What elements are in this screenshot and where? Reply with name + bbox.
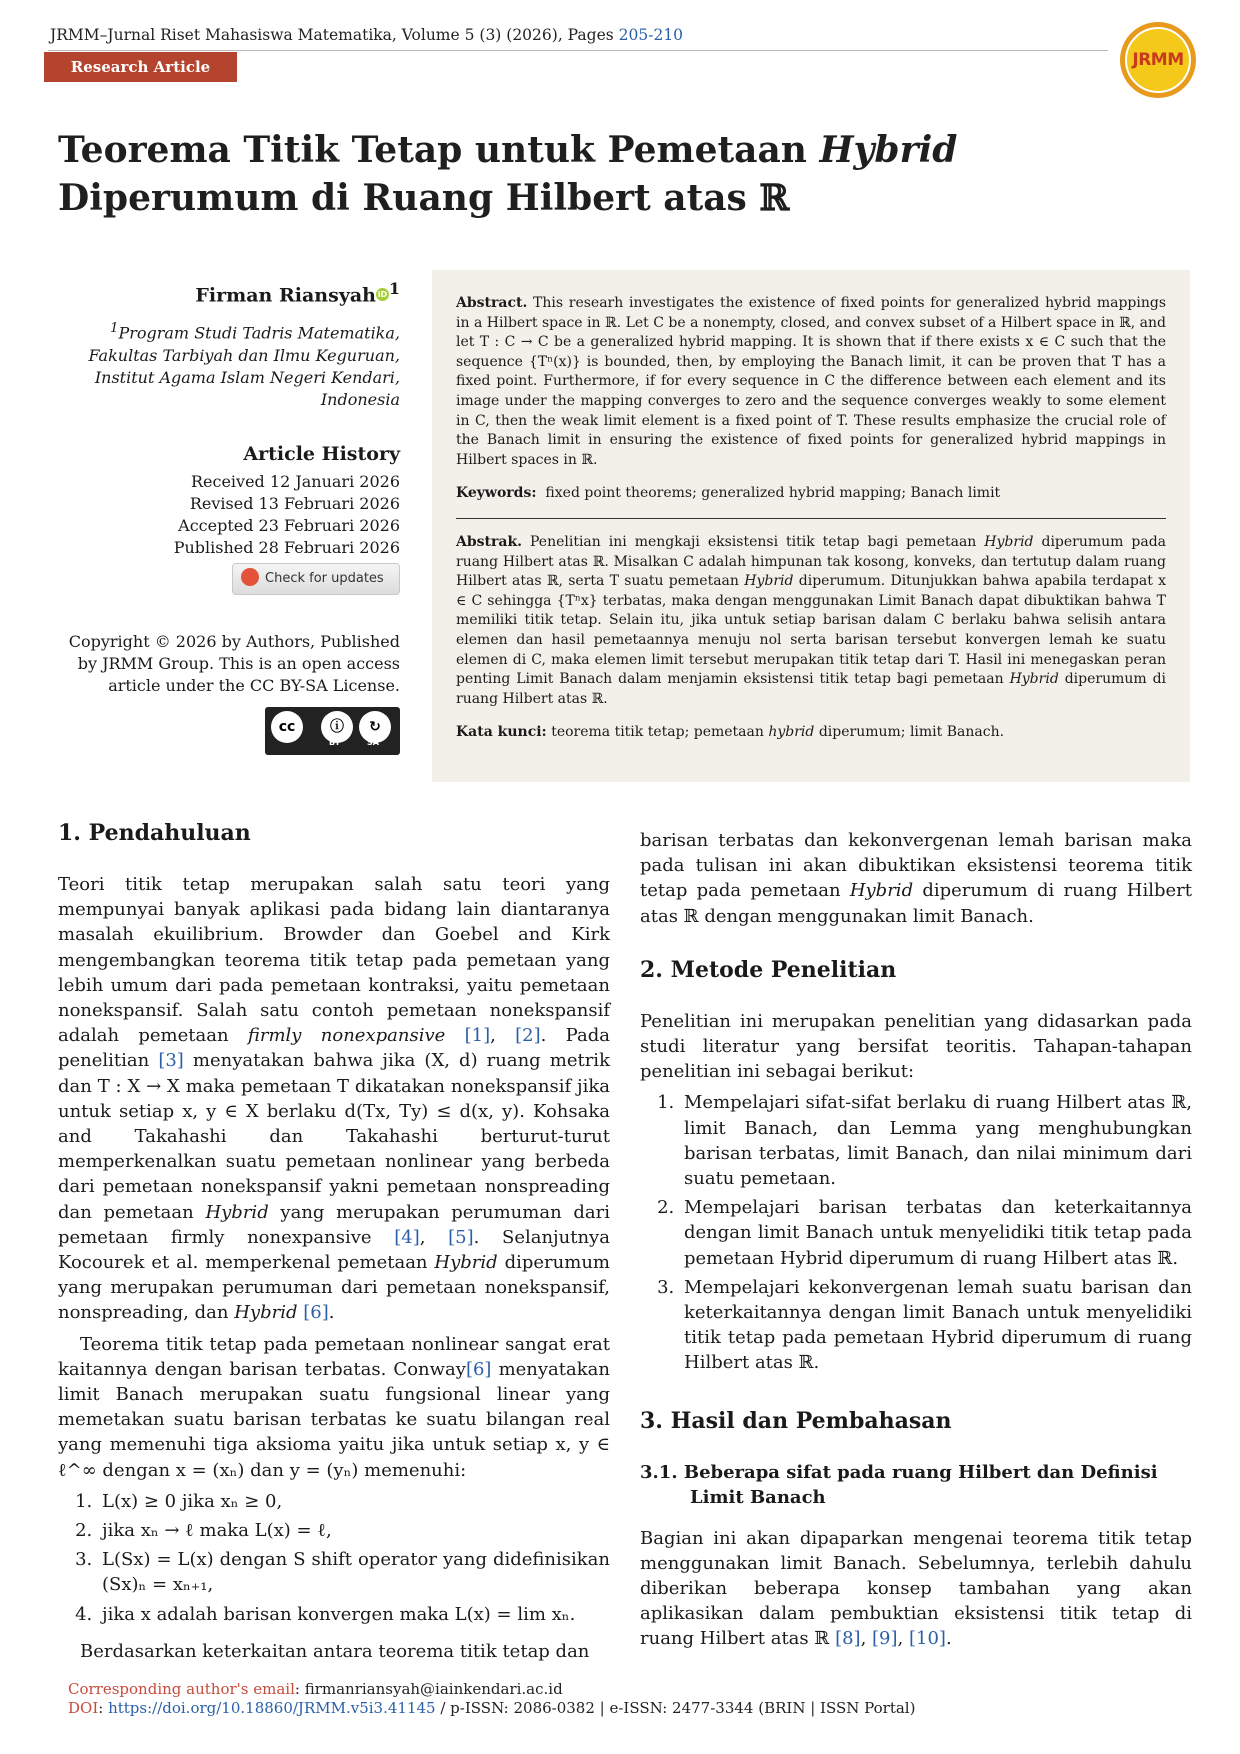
history-published: Published 28 Februari 2026 <box>173 537 400 557</box>
affil-sup: 1 <box>109 321 119 337</box>
sa-label: SA <box>367 737 379 747</box>
section-1-title: 1. Pendahuluan <box>58 820 251 846</box>
history-title: Article History <box>243 442 400 465</box>
abstract-divider <box>456 518 1166 519</box>
body-column-right <box>640 828 1192 1652</box>
copyright-text: Copyright © 2026 by Authors, Published by JRMM Group. This is an open access article under the CC BY-SA License. <box>68 631 400 695</box>
sa-icon: ↻ <box>359 711 391 743</box>
title-part2: Diperumum di Ruang Hilbert atas ℝ <box>58 177 790 219</box>
method-step: 3. Mempelajari kekonvergenan lemah suatu barisan dan keterkaitannya dengan limit Banach untuk menyelidiki titik tetap pada pemetaan Hybrid diperumum di ruang Hilbert atas ℝ. <box>680 1275 1192 1376</box>
p1-b: . Pada penelitian <box>58 1025 610 1072</box>
abstract-content <box>456 294 1166 743</box>
cc-by-sa-license-badge[interactable] <box>265 707 400 755</box>
affiliation <box>58 318 400 410</box>
intro-paragraph-2 <box>58 1332 610 1483</box>
article-type-badge: Research Article <box>44 52 237 82</box>
abstrak-hybrid-1: Hybrid <box>984 533 1034 550</box>
citation-4[interactable]: [4] <box>394 1226 420 1248</box>
logo-inner-circle <box>1125 27 1191 93</box>
abstract-box <box>432 270 1190 782</box>
orcid-icon[interactable]: iD <box>377 290 388 300</box>
title-part1: Teorema Titik Tetap untuk Pemetaan <box>58 129 807 171</box>
email-link[interactable]: firmanriansyah@iainkendari.ac.id <box>304 1680 563 1698</box>
footer-email-line: Corresponding author's email: firmanriansyah@iainkendari.ac.id <box>68 1680 563 1698</box>
crossmark-icon <box>241 568 259 586</box>
pages-link[interactable]: 205-210 <box>618 26 684 44</box>
journal-name: JRMM–Jurnal Riset Mahasiswa Matematika, Volume 5 (3) (2026), Pages <box>50 26 614 44</box>
katakunci-b: diperumum; limit Banach. <box>818 724 1005 741</box>
body-column-left <box>58 818 610 1664</box>
abstract-label: Abstract. <box>456 295 528 311</box>
p1-f: diperumum yang merupakan perumuman dari pemetaan nonekspansif, nonspreading, dan <box>58 1252 610 1324</box>
header-divider <box>48 50 1108 51</box>
citation-6[interactable]: [6] <box>303 1302 329 1324</box>
email-label: Corresponding author's email <box>68 1680 295 1698</box>
citation-5[interactable]: [5] <box>448 1226 474 1248</box>
author-name: Firman Riansyah <box>195 284 376 307</box>
results-paragraph <box>640 1526 1192 1652</box>
method-step: 2. Mempelajari barisan terbatas dan keterkaitannya dengan limit Banach untuk menyelidiki titik tetap pada pemetaan Hybrid diperumum di ruang Hilbert atas ℝ. <box>680 1195 1192 1271</box>
by-label: BY <box>329 737 341 747</box>
sub31-text: Bagian ini akan dipaparkan mengenai teorema titik tetap menggunakan limit Banach. Sebelumnya, terlebih dahulu diberikan beberapa konsep tambahan yang akan aplikasikan dalam pembuktian eksistensi titik tetap di ruang Hilbert atas ℝ <box>640 1527 1192 1650</box>
journal-header <box>50 26 683 44</box>
keywords-label: Keywords: <box>456 485 537 502</box>
method-paragraph: Penelitian ini merupakan penelitian yang didasarkan pada studi literatur yang bersifat teoritis. Tahapan-tahapan penelitian ini sebagai berikut: <box>640 1010 1192 1083</box>
issn-text: / p-ISSN: 2086-0382 | e-ISSN: 2477-3344 (BRIN | ISSN Portal) <box>440 1699 916 1717</box>
p1-firmly: firmly nonexpansive <box>247 1025 446 1047</box>
p1-hybrid: Hybrid <box>205 1201 269 1223</box>
history-received: Received 12 Januari 2026 <box>190 471 400 491</box>
abstrak-text-a: Penelitian ini mengkaji eksistensi titik tetap bagi pemetaan <box>530 533 977 550</box>
subsection-3-1-title: 3.1. Beberapa sifat pada ruang Hilbert dan Definisi Limit Banach <box>640 1461 1158 1508</box>
citation-10[interactable]: [10] <box>909 1628 946 1650</box>
author-line <box>58 278 400 306</box>
abstract-en <box>456 294 1166 470</box>
axiom-item: 2. jika xₙ → ℓ maka L(x) = ℓ, <box>98 1518 610 1543</box>
cont-hybrid: Hybrid <box>849 880 914 902</box>
p1-d: yang merupakan perumuman dari pemetaan firmly nonexpansive <box>58 1201 610 1248</box>
paper-title <box>58 126 1198 222</box>
history-revised: Revised 13 Februari 2026 <box>189 493 400 513</box>
abstrak-text-b: diperumum pada ruang Hilbert atas ℝ. Misalkan C adalah himpunan tak kosong, konveks, dan tertutup dalam ruang Hilbert atas ℝ, serta T suatu pemetaan <box>456 533 1167 590</box>
p1-end: . <box>328 1302 335 1324</box>
abstract-text: This researh investigates the existence of fixed points for generalized hybrid mappings in a Hilbert space in ℝ. Let C be a nonempty, closed, and convex subset of a Hilbert space in ℝ, and let T : C → C be a generalized hybrid mapping. It is shown that if there exists x ∈ C such that the sequence {Tⁿ(x)} is bounded, then, by employing the Banach limit, it can be proven that T has a fixed point. Furthermore, if for every sequence in C the difference between each element and its image under the mapping converges to zero and the sequence converges weakly to some element in C, then the weak limit element is a fixed point of T. These results emphasize the crucial role of the Banach limit in ensuring the existence of fixed points for generalized hybrid mappings in Hilbert spaces in ℝ. <box>456 295 1167 468</box>
method-steps-list <box>640 1090 1192 1375</box>
by-icon: ⓘ <box>321 711 353 743</box>
citation-1[interactable]: [1] <box>464 1025 491 1047</box>
p1-hybrid2: Hybrid <box>434 1252 498 1274</box>
title-italic: Hybrid <box>819 129 958 171</box>
article-sidebar <box>58 278 400 761</box>
banach-axioms-list <box>58 1489 610 1627</box>
check-updates-button[interactable] <box>232 563 400 595</box>
citation-8[interactable]: [8] <box>835 1628 861 1650</box>
sep-2: , <box>897 1628 904 1650</box>
p2-b: menyatakan limit Banach merupakan suatu fungsional linear yang memetakan suatu barisan terbatas ke suatu bilangan real yang memenuhi tiga aksioma yaitu jika untuk setiap x, y ∈ ℓ^∞ dengan x = (xₙ) dan y = (yₙ) memenuhi: <box>58 1358 610 1481</box>
page-footer <box>68 1680 915 1718</box>
p1-c: menyatakan bahwa jika (X, d) ruang metrik dan T : X → X maka pemetaan T dikatakan nonekspansif jika untuk setiap x, y ∈ X berlaku d(Tx, Ty) ≤ d(x, y). Kohsaka and Takahashi dan Takahashi berturut-turut memperkenalkan suatu pemetaan nonlinear yang berbeda dari pemetaan nonekspansif yakni pemetaan nonspreading dan pemetaan <box>58 1050 610 1223</box>
keywords-text: fixed point theorems; generalized hybrid mapping; Banach limit <box>545 485 1001 502</box>
end-dot: . <box>945 1628 952 1650</box>
abstrak-text-c: diperumum. Ditunjukkan bahwa apabila terdapat x ∈ C sehingga {Tⁿx} terbatas, maka dengan menggunakan Limit Banach dapat dibuktikan bahwa T memiliki titik tetap. Selain itu, jika untuk setiap barisan dalam C berlaku bahwa selisih antara elemen dan hasil pemetaannya menuju nol serta barisan tersebut konvergen lemah ke suatu elemen di C, maka elemen limit tersebut merupakan titik tetap dari T. Hasil ini menegaskan peran penting Limit Banach dalam menjamin eksistensi titik tetap bagi pemetaan <box>456 573 1167 688</box>
keywords-id <box>456 723 1166 743</box>
cont-b: diperumum di ruang Hilbert atas ℝ dengan menggunakan limit Banach. <box>640 880 1192 927</box>
intro-continuation <box>640 828 1192 929</box>
citation-6b[interactable]: [6] <box>465 1358 492 1380</box>
abstrak-hybrid-2: Hybrid <box>744 573 794 590</box>
journal-logo <box>1120 22 1196 98</box>
intro-paragraph-1 <box>58 872 610 1326</box>
p1-hybrid3: Hybrid <box>234 1302 298 1324</box>
p1-sep: , <box>490 1025 496 1047</box>
affiliation-text: Program Studi Tadris Matematika, Fakultas Tarbiyah dan Ilmu Keguruan, Institut Agama Islam Negeri Kendari, Indonesia <box>88 323 400 409</box>
p2-a: Teorema titik tetap pada pemetaan nonlinear sangat erat kaitannya dengan barisan terbatas. Conway <box>58 1333 610 1380</box>
p1-a: Teori titik tetap merupakan salah satu teori yang mempunyai banyak aplikasi pada bidang lain diantaranya masalah ekuilibrium. Browder dan Goebel and Kirk mengembangkan teorema titik tetap pada pemetaan yang lebih umum dari pada pemetaan kontraksi, yaitu pemetaan nonekspansif. Salah satu contoh pemetaan nonekspansif adalah pemetaan <box>58 874 610 1047</box>
cont-a: barisan terbatas dan kekonvergenan lemah barisan maka pada tulisan ini akan dibuktikan eksistensi teorema titik tetap pada pemetaan <box>640 830 1192 902</box>
doi-link[interactable]: https://doi.org/10.18860/JRMM.v5i3.41145 <box>108 1699 436 1717</box>
check-updates-label: Check for updates <box>265 570 384 586</box>
katakunci-hybrid: hybrid <box>768 724 815 741</box>
p1-sep2: , <box>419 1226 426 1248</box>
method-step: 1. Mempelajari sifat-sifat berlaku di ruang Hilbert atas ℝ, limit Banach, dan Lemma yang menghubungkan barisan terbatas, limit Banach, dan nilai minimum dari suatu pemetaan. <box>680 1090 1192 1191</box>
citation-9[interactable]: [9] <box>872 1628 898 1650</box>
logo-text: JRMM <box>1132 50 1184 70</box>
axiom-item: 4. jika x adalah barisan konvergen maka L(x) = lim xₙ. <box>98 1602 610 1627</box>
intro-paragraph-3: Berdasarkan keterkaitan antara teorema titik tetap dan <box>80 1640 590 1662</box>
citation-3[interactable]: [3] <box>158 1050 184 1072</box>
history-accepted: Accepted 23 Februari 2026 <box>178 515 400 535</box>
p1-e: . Selanjutnya Kocourek et al. memperkenal pemetaan <box>58 1226 610 1274</box>
section-3-title: 3. Hasil dan Pembahasan <box>640 1407 952 1434</box>
abstrak-hybrid-3: Hybrid <box>1009 671 1059 688</box>
abstrak-label: Abstrak. <box>456 533 523 550</box>
section-2-title: 2. Metode Penelitian <box>640 956 897 983</box>
doi-label: DOI <box>68 1699 99 1717</box>
keywords-en <box>456 484 1166 504</box>
citation-2[interactable]: [2] <box>515 1025 541 1047</box>
katakunci-a: teorema titik tetap; pemetaan <box>551 724 764 741</box>
footer-doi-line: DOI: https://doi.org/10.18860/JRMM.v5i3.41145 / p-ISSN: 2086-0382 | e-ISSN: 2477-3344 (BRIN | ISSN Portal) <box>68 1699 916 1717</box>
cc-icon: cc <box>271 711 303 743</box>
axiom-item: 1. L(x) ≥ 0 jika xₙ ≥ 0, <box>98 1489 610 1514</box>
katakunci-label: Kata kunci: <box>456 724 547 741</box>
sep-1: , <box>860 1628 867 1650</box>
abstrak-text-d: diperumum di ruang Hilbert atas ℝ. <box>456 671 1167 707</box>
axiom-item: 3. L(Sx) = L(x) dengan S shift operator yang didefinisikan (Sx)ₙ = xₙ₊₁, <box>98 1547 610 1597</box>
abstract-id <box>456 533 1166 709</box>
author-sup: 1 <box>388 279 400 298</box>
